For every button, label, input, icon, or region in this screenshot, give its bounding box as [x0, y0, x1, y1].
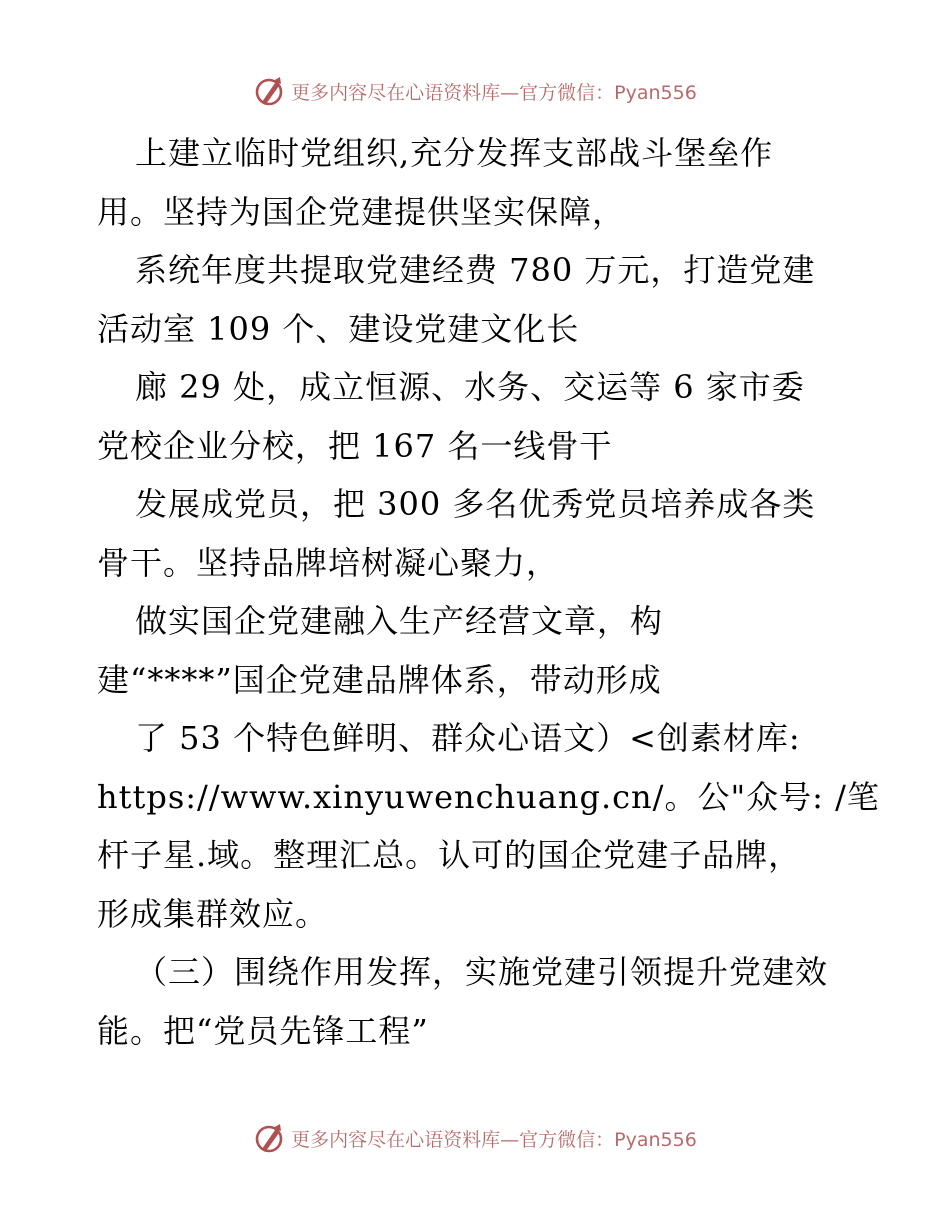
text-line: 上建立临时党组织,充分发挥支部战斗堡垒作: [135, 134, 774, 172]
text-line: 杆子星.域。整理汇总。认可的国企党建子品牌，: [97, 836, 802, 874]
pen-circle-logo-icon: [253, 75, 285, 107]
text-line: 用。坚持为国企党建提供坚实保障，: [97, 192, 626, 231]
footer-text: 更多内容尽在心语资料库—官方微信：: [291, 1128, 615, 1151]
pen-circle-logo-icon: [253, 1122, 285, 1154]
footer-banner: [0, 1118, 950, 1158]
text-line: 系统年度共提取党建经费 780 万元，打造党建: [135, 251, 816, 289]
header-text: 更多内容尽在心语资料库—官方微信：: [291, 81, 615, 104]
text-line: 做实国企党建融入生产经营文章，构: [135, 602, 664, 640]
footer-wechat-id: Pyan556: [614, 1128, 697, 1151]
text-line: https://www.xinyuwenchuang.cn/。公"众号: /笔: [97, 777, 880, 816]
text-line: 党校企业分校，把 167 名一线骨干: [97, 426, 613, 465]
header-banner: [0, 71, 950, 111]
text-line: 廊 29 处，成立恒源、水务、交运等 6 家市委: [135, 368, 805, 406]
text-line: 建“****”国企党建品牌体系，带动形成: [97, 660, 662, 699]
text-line: 活动室 109 个、建设党建文化长: [97, 309, 580, 348]
text-line: （三）围绕作用发挥，实施党建引领提升党建效: [135, 953, 829, 991]
text-line: 了 53 个特色鲜明、群众心语文）<创素材库:: [135, 719, 801, 757]
text-line: 骨干。坚持品牌培树凝心聚力，: [97, 543, 560, 582]
text-line: 形成集群效应。: [97, 894, 329, 933]
text-line: 能。把“党员先锋工程”: [97, 1011, 429, 1050]
text-line: 发展成党员，把 300 多名优秀党员培养成各类: [135, 485, 816, 523]
document-body: [97, 124, 880, 1060]
header-wechat-id: Pyan556: [614, 81, 697, 104]
